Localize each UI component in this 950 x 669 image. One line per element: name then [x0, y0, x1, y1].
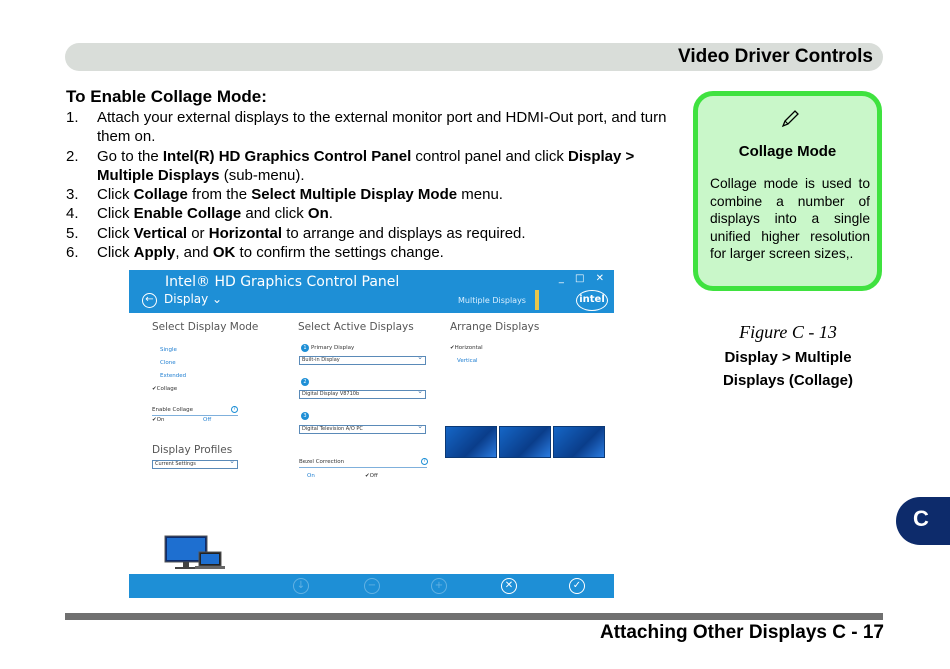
header-title: Video Driver Controls [678, 46, 873, 67]
step-emphasis: Vertical [133, 224, 188, 242]
step-item [66, 185, 686, 204]
screenshot-titlebar [129, 270, 614, 313]
submenu-marker [535, 290, 539, 310]
steps-list [66, 108, 686, 262]
note-title: Collage Mode [738, 143, 837, 160]
display-tile [499, 426, 551, 458]
step-text: from the [187, 186, 252, 204]
cancel-icon: ✕ [501, 578, 517, 594]
display-1-badge: 1 [301, 344, 309, 352]
back-icon: ← [142, 293, 157, 308]
mode-collage: ✔Collage [152, 386, 178, 392]
select-active-displays-heading: Select Active Displays [298, 321, 414, 333]
step-text: menu. [457, 186, 503, 204]
intel-logo: intel [576, 290, 608, 311]
step-text: to confirm the settings change. [235, 244, 444, 262]
remove-icon: − [364, 578, 380, 594]
step-item [66, 108, 686, 147]
arrange-vertical: Vertical [457, 358, 478, 364]
add-icon: + [431, 578, 447, 594]
step-text: Click [97, 224, 134, 242]
screenshot-bottom-bar [129, 574, 614, 598]
step-number: 6. [66, 244, 79, 262]
monitor-icon [163, 534, 225, 574]
section-title: To Enable Collage Mode: [66, 87, 267, 106]
footer-rule [65, 613, 883, 620]
help-icon: ? [421, 458, 428, 465]
multiple-displays-submenu: Multiple Displays [458, 296, 526, 305]
step-number: 3. [66, 186, 79, 204]
screenshot-app-title: Intel® HD Graphics Control Panel [165, 274, 400, 290]
display-1-dropdown: Built-in Display ⌄ [299, 356, 426, 365]
profiles-dropdown: Current Settings ⌄ [152, 460, 238, 469]
step-item [66, 147, 686, 186]
step-number: 2. [66, 147, 79, 165]
help-icon: ? [231, 406, 238, 413]
figure-number: Figure C - 13 [739, 322, 837, 342]
chapter-tab-letter: C [913, 506, 929, 531]
display-2-badge: 2 [301, 378, 309, 386]
step-emphasis: On [307, 205, 329, 223]
display-tile [445, 426, 497, 458]
step-number: 5. [66, 224, 79, 242]
step-text: Attach your external displays to the external monitor port and HDMI-Out port, and turn them on. [97, 109, 667, 146]
step-text: . [328, 205, 333, 223]
bezel-correction-label: Bezel Correction [299, 459, 345, 465]
step-number: 1. [66, 109, 79, 126]
step-text: Click [97, 244, 134, 262]
collage-on: ✔On [152, 417, 165, 423]
mode-single: Single [160, 347, 177, 353]
step-item [66, 204, 686, 223]
step-number: 4. [66, 205, 79, 223]
display-3-dropdown: Digital Television A/O PC ⌄ [299, 425, 426, 434]
note-body: Collage mode is used to combine a number of displays into a single unified higher resolution for larger screen sizes,. [710, 176, 870, 262]
header-bar [65, 43, 883, 71]
step-emphasis: Horizontal [208, 224, 283, 242]
window-controls: _ □ ✕ [558, 273, 608, 284]
step-emphasis: Enable Collage [133, 205, 242, 223]
step-text: (sub-menu). [219, 166, 305, 184]
arrange-horizontal: ✔Horizontal [450, 345, 483, 351]
enable-collage-label: Enable Collage [152, 407, 193, 413]
display-2-dropdown: Digital Display V8710b ⌄ [299, 390, 426, 399]
step-text: Click [97, 205, 134, 223]
step-text: or [187, 224, 209, 242]
step-text: and click [241, 205, 308, 223]
step-item [66, 243, 686, 262]
step-item [66, 224, 686, 243]
figure-title: Display > Multiple Displays (Collage) [722, 349, 854, 389]
bezel-on: On [307, 473, 315, 479]
collage-off: Off [203, 417, 212, 423]
bezel-off: ✔Off [365, 473, 378, 479]
arrange-displays-heading: Arrange Displays [450, 321, 540, 333]
display-menu: Display ⌄ [164, 292, 223, 306]
step-emphasis: Intel(R) HD Graphics Control Panel [162, 147, 412, 165]
mode-clone: Clone [160, 360, 176, 366]
footer-title: Attaching Other Displays C - 17 [599, 622, 884, 643]
step-emphasis: Display > Multiple Displays [97, 147, 635, 184]
mode-extended: Extended [160, 373, 187, 379]
step-text: Go to the [97, 147, 163, 165]
save-profile-icon: ↓ [293, 578, 309, 594]
select-display-mode-heading: Select Display Mode [152, 321, 259, 333]
step-emphasis: OK [212, 244, 236, 262]
control-panel-screenshot [129, 270, 614, 598]
step-emphasis: Apply [133, 244, 176, 262]
pen-icon [780, 109, 800, 129]
divider [152, 415, 238, 416]
note-box [693, 91, 882, 291]
display-3-badge: 3 [301, 412, 309, 420]
step-text: control panel and click [411, 147, 568, 165]
step-emphasis: Select Multiple Display Mode [251, 186, 458, 204]
step-text: Click [97, 186, 134, 204]
figure-caption [704, 322, 872, 392]
display-tile [553, 426, 605, 458]
step-text: , and [175, 244, 213, 262]
step-emphasis: Collage [133, 186, 188, 204]
chapter-tab [896, 497, 950, 545]
apply-check-icon: ✓ [569, 578, 585, 594]
step-text: to arrange and displays as required. [282, 224, 526, 242]
display-profiles-heading: Display Profiles [152, 444, 233, 456]
divider [299, 467, 427, 468]
primary-display-label: Primary Display [311, 345, 355, 351]
